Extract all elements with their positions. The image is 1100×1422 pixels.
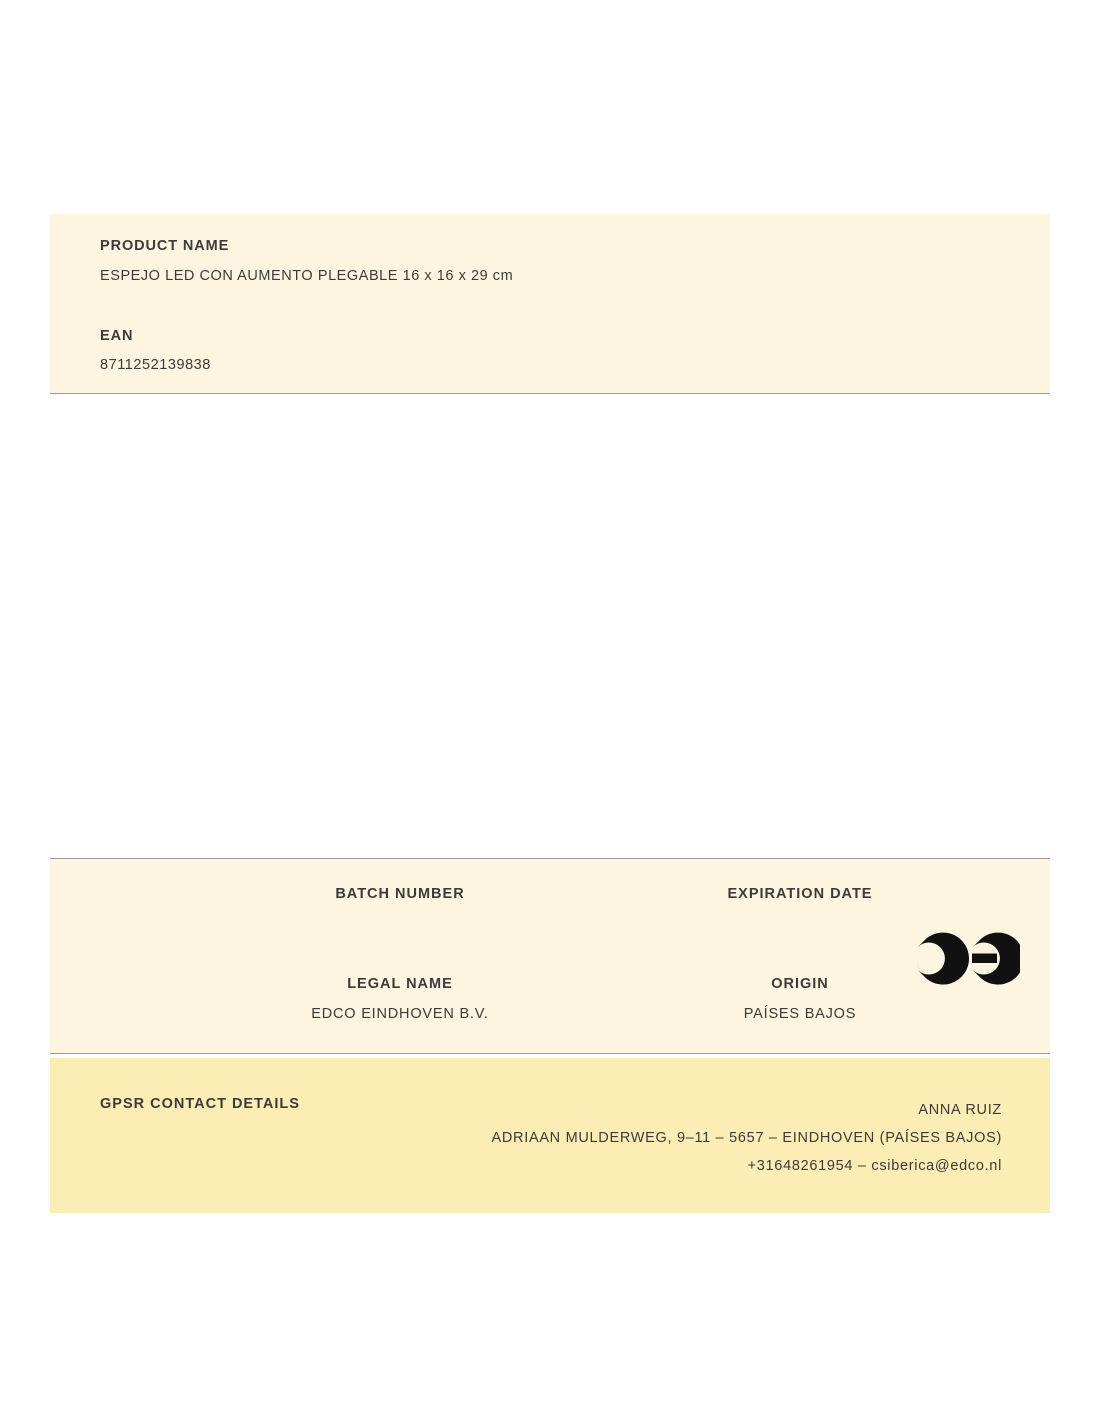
legal-name-value: EDCO EINDHOVEN B.V. (311, 1006, 489, 1022)
origin-value: PAÍSES BAJOS (743, 1006, 857, 1022)
expiration-date-label: EXPIRATION DATE (727, 886, 873, 902)
batch-number-label: BATCH NUMBER (335, 886, 465, 902)
product-details-block (50, 858, 1050, 1054)
product-info-block (50, 214, 1050, 394)
gpsr-contact-address: ADRIAAN MULDERWEG, 9–11 – 5657 – EINDHOVEN (PAÍSES BAJOS) (491, 1130, 1002, 1146)
ce-marking-icon (900, 921, 1020, 996)
product-name-value: ESPEJO LED CON AUMENTO PLEGABLE 16 x 16 x 29 cm (100, 268, 514, 284)
origin-label: ORIGIN (771, 976, 829, 992)
ean-value: 8711252139838 (100, 357, 211, 373)
gpsr-contact-phone-email: +31648261954 – csiberica@edco.nl (747, 1158, 1002, 1174)
gpsr-contact-block (50, 1058, 1050, 1213)
gpsr-contact-lines (302, 1096, 1002, 1180)
product-name-label: PRODUCT NAME (100, 238, 230, 254)
ean-label: EAN (100, 328, 134, 344)
gpsr-contact-label: GPSR CONTACT DETAILS (100, 1096, 300, 1112)
gpsr-contact-name: ANNA RUIZ (918, 1102, 1002, 1118)
legal-name-label: LEGAL NAME (347, 976, 453, 992)
